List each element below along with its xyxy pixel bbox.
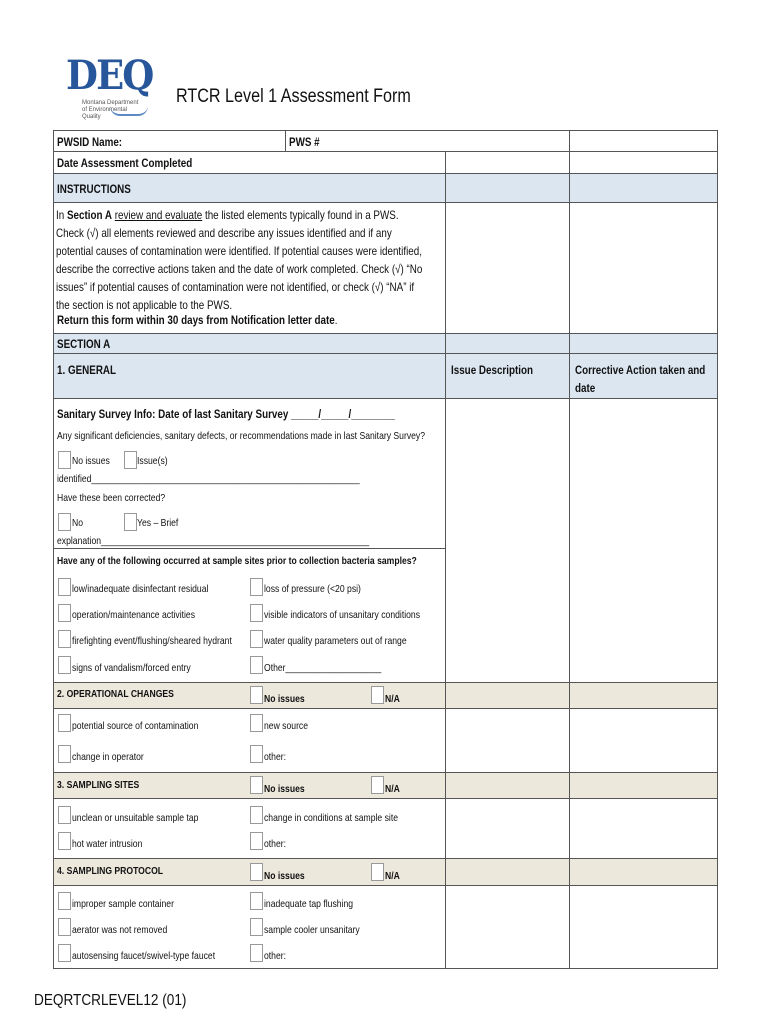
item-checkbox[interactable] (58, 604, 71, 622)
item-checkbox[interactable] (58, 918, 71, 936)
corrected-no-label: No (72, 517, 84, 529)
issues-label: Issue(s) (137, 455, 168, 467)
op-na-label: N/A (385, 693, 400, 705)
item-checkbox[interactable] (250, 656, 263, 674)
explanation-line[interactable]: explanation________________________________________________________ (57, 535, 370, 547)
item-label: new source (264, 720, 309, 732)
op-na-checkbox[interactable] (371, 686, 384, 704)
instructions-text: In Section A review and evaluate the listed elements typically found in a PWS. Check (√) all elements reviewed and describe any issues identified and if any potential causes of contamination were identified. If potential causes were identified, describe the corrective actions taken and the date of work completed. Check (√) “No issues” if potential causes of contamination were not identified, or check (√) “NA” if the section is not applicable to the PWS. (56, 208, 423, 312)
pwsid-name-field[interactable] (286, 131, 569, 151)
item-label: other: (264, 838, 287, 850)
corrected-question: Have these been corrected? (57, 492, 166, 504)
item-label: signs of vandalism/forced entry (72, 662, 191, 674)
item-checkbox[interactable] (250, 630, 263, 648)
item-label: sample cooler unsanitary (264, 924, 360, 936)
form-title: RTCR Level 1 Assessment Form (176, 86, 411, 107)
sites-no-issues-label: No issues (264, 783, 305, 795)
item-checkbox[interactable] (58, 892, 71, 910)
deq-logo (66, 52, 153, 124)
occurred-question: Have any of the following occurred at sample sites prior to collection bacteria samples? (57, 555, 417, 567)
form-footer-code: DEQRTCRLEVEL12 (01) (34, 992, 187, 1009)
item-label: loss of pressure (<20 psi) (264, 583, 361, 595)
item-label: aerator was not removed (72, 924, 168, 936)
item-label: Other____________________ (264, 662, 382, 674)
item-label: inadequate tap flushing (264, 898, 354, 910)
item-checkbox[interactable] (250, 745, 263, 763)
item-label: other: (264, 950, 287, 962)
op-no-issues-checkbox[interactable] (250, 686, 263, 704)
protocol-na-checkbox[interactable] (371, 863, 384, 881)
item-checkbox[interactable] (250, 806, 263, 824)
item-checkbox[interactable] (250, 944, 263, 962)
item-label: change in conditions at sample site (264, 812, 399, 824)
item-checkbox[interactable] (250, 832, 263, 850)
sites-no-issues-checkbox[interactable] (250, 776, 263, 794)
item-checkbox[interactable] (58, 745, 71, 763)
item-checkbox[interactable] (58, 832, 71, 850)
item-label: low/inadequate disinfectant residual (72, 583, 209, 595)
date-completed-field[interactable] (446, 152, 569, 173)
pws-number-field[interactable] (570, 131, 717, 151)
operational-changes-heading: 2. OPERATIONAL CHANGES (57, 688, 174, 700)
protocol-na-label: N/A (385, 870, 400, 882)
item-label: autosensing faucet/swivel-type faucet (72, 950, 216, 962)
issue-description-header: Issue Description (451, 363, 534, 377)
item-label: hot water intrusion (72, 838, 143, 850)
deficiencies-question: Any significant deficiencies, sanitary defects, or recommendations made in last Sanitary Survey? (57, 430, 426, 442)
pwsid-name-label: PWSID Name: (57, 135, 123, 149)
item-label: other: (264, 751, 287, 763)
sanitary-survey-info: Sanitary Survey Info: Date of last Sanitary Survey _____/_____/________ (57, 407, 396, 421)
no-issues-label: No issues (72, 455, 110, 467)
item-label: potential source of contamination (72, 720, 199, 732)
op-no-issues-label: No issues (264, 693, 305, 705)
sites-na-label: N/A (385, 783, 400, 795)
corrected-no-checkbox[interactable] (58, 513, 71, 531)
logo-wordmark: DEQ (66, 52, 153, 99)
pws-number-label: PWS # (289, 135, 320, 149)
item-checkbox[interactable] (58, 944, 71, 962)
instructions-heading: INSTRUCTIONS (57, 182, 131, 196)
item-label: change in operator (72, 751, 144, 763)
item-checkbox[interactable] (250, 714, 263, 732)
item-checkbox[interactable] (58, 630, 71, 648)
sites-na-checkbox[interactable] (371, 776, 384, 794)
item-checkbox[interactable] (250, 918, 263, 936)
section-a-row-bg (53, 333, 717, 353)
item-checkbox[interactable] (250, 578, 263, 596)
no-issues-checkbox[interactable] (58, 451, 71, 469)
corrective-action-header: Corrective Action taken and date (575, 363, 706, 395)
item-checkbox[interactable] (58, 656, 71, 674)
item-checkbox[interactable] (250, 604, 263, 622)
general-heading: 1. GENERAL (57, 363, 117, 377)
protocol-no-issues-checkbox[interactable] (250, 863, 263, 881)
date-completed-label: Date Assessment Completed (57, 156, 193, 170)
logo-subtitle: Montana Department of Environmental Quality (82, 100, 139, 120)
item-label: operation/maintenance activities (72, 609, 196, 621)
item-checkbox[interactable] (250, 892, 263, 910)
return-notice: Return this form within 30 days from Notification letter date. (57, 313, 338, 327)
sampling-protocol-heading: 4. SAMPLING PROTOCOL (57, 865, 164, 877)
item-label: improper sample container (72, 898, 174, 910)
item-checkbox[interactable] (58, 714, 71, 732)
section-a-heading: SECTION A (57, 337, 111, 351)
corrected-yes-checkbox[interactable] (124, 513, 137, 531)
sampling-sites-heading: 3. SAMPLING SITES (57, 779, 140, 791)
issues-checkbox[interactable] (124, 451, 137, 469)
item-label: firefighting event/flushing/sheared hydrant (72, 635, 232, 647)
instructions-row-bg (53, 174, 717, 202)
corrected-yes-label: Yes – Brief (137, 517, 179, 529)
item-label: unclean or unsuitable sample tap (72, 812, 199, 824)
identified-line[interactable]: identified________________________________________________________ (57, 473, 360, 485)
item-label: visible indicators of unsanitary conditions (264, 609, 421, 621)
item-checkbox[interactable] (58, 578, 71, 596)
item-checkbox[interactable] (58, 806, 71, 824)
item-label: water quality parameters out of range (264, 635, 407, 647)
protocol-no-issues-label: No issues (264, 870, 305, 882)
